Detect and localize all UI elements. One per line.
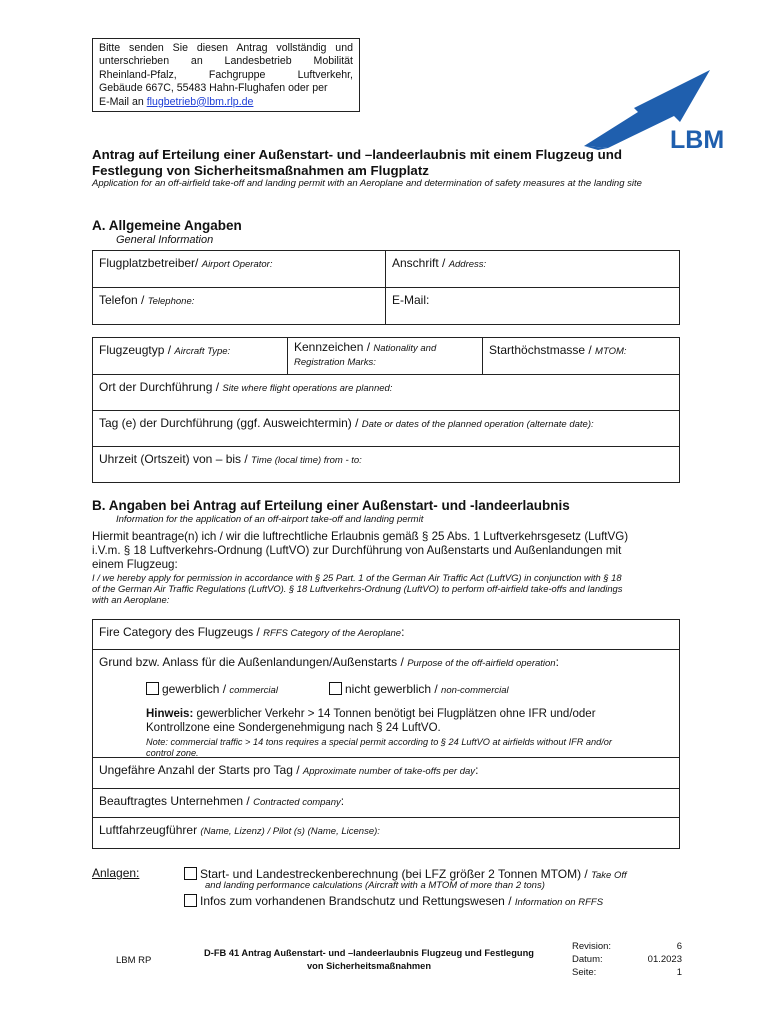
attachment-item-rffs[interactable]: Infos zum vorhandenen Brandschutz und Rettungswesen / Information on RFFS bbox=[184, 892, 603, 910]
rffs-checkbox[interactable] bbox=[184, 894, 197, 907]
attachment-item-performance[interactable]: Start- und Landestreckenberechnung (bei LFZ größer 2 Tonnen MTOM) / Take Off bbox=[184, 865, 684, 883]
attachments-label: Anlagen: bbox=[92, 866, 140, 880]
address-line: Rheinland-Pfalz, Fachgruppe Luftverkehr, bbox=[99, 68, 353, 81]
operator-field[interactable]: Flugplatzbetreiber/ Airport Operator: bbox=[92, 250, 386, 288]
contracted-company-field[interactable]: Beauftragtes Unternehmen / Contracted company: bbox=[92, 788, 680, 818]
title-line-1: Antrag auf Erteilung einer Außenstart- und –landeerlaubnis mit einem Flugzeug und bbox=[92, 147, 622, 162]
address-field[interactable]: Anschrift / Address: bbox=[385, 250, 680, 288]
date-value: 01.2023 bbox=[647, 954, 682, 965]
hint-english: Note: commercial traffic > 14 tons requires a special permit according to § 24 LuftVO at airfields without IFR and/or control zone. bbox=[146, 737, 612, 758]
logo-text: LBM bbox=[670, 126, 725, 154]
para-line: i.V.m. § 18 Luftverkehrs-Ordnung (LuftVO) zur Durchführung von Außenstarts und Außenlandungen mit bbox=[92, 544, 622, 557]
address-line: Bitte senden Sie diesen Antrag vollständig und bbox=[99, 42, 353, 54]
para-en-line: with an Aeroplane: bbox=[92, 594, 170, 605]
pilot-field[interactable]: Luftfahrzeugführer (Name, Lizenz) / Pilot (s) (Name, License): bbox=[92, 817, 680, 849]
section-b-sub: Information for the application of an off-airport take-off and landing permit bbox=[116, 514, 424, 525]
phone-field[interactable]: Telefon / Telephone: bbox=[92, 287, 386, 325]
purpose-field: Grund bzw. Anlass für die Außenlandungen/Außenstarts / Purpose of the off-airfield operation: gewerblich / commercial nicht gewerblich / non-commercial Hinweis: gewerblicher Verkehr > 14 Tonnen benötigt bei Flugplätzen ohne IFR und/oder Kontrollzone eine Sondergenehmigung nach § 24 LuftVO. Note: commercial traffic > 14 tons requires a special permit according to § 24 LuftVO at airfields without IFR and/or control zone. bbox=[92, 649, 680, 758]
section-b-heading: B. Angaben bei Antrag auf Erteilung einer Außenstart- und -landeerlaubnis bbox=[92, 498, 570, 513]
page-label: Seite: bbox=[572, 967, 597, 978]
aircraft-type-field[interactable]: Flugzeugtyp / Aircraft Type: bbox=[92, 337, 288, 375]
section-a-heading: A. Allgemeine Angaben bbox=[92, 218, 242, 233]
address-line: Gebäude 667C, 55483 Hahn-Flughafen oder per bbox=[99, 82, 328, 95]
revision-value: 6 bbox=[676, 941, 682, 952]
date-label: Datum: bbox=[572, 954, 603, 965]
section-a-sub: General Information bbox=[116, 234, 214, 246]
para-en-line: of the German Air Traffic Regulations (LuftVO). § 18 Luftverkehrs-Ordnung (LuftVO) to perform off-airfield take-offs and landings bbox=[92, 583, 623, 594]
site-field[interactable]: Ort der Durchführung / Site where flight operations are planned: bbox=[92, 374, 680, 411]
para-en-line: I / we hereby apply for permission in accordance with § 25 Part. 1 of the German Air Traffic Act (LuftVG) in conjunction with § 18 bbox=[92, 572, 622, 583]
mtom-field[interactable]: Starthöchstmasse / MTOM: bbox=[482, 337, 680, 375]
footer-org: LBM RP bbox=[116, 955, 152, 966]
para-line: einem Flugzeug: bbox=[92, 558, 178, 571]
fire-category-field[interactable]: Fire Category des Flugzeugs / RFFS Category of the Aeroplane: bbox=[92, 619, 680, 650]
takeoffs-per-day-field[interactable]: Ungefähre Anzahl der Starts pro Tag / Approximate number of take-offs per day: bbox=[92, 757, 680, 789]
application-paragraph-english bbox=[92, 572, 682, 605]
revision-label: Revision: bbox=[572, 941, 612, 952]
application-paragraph bbox=[92, 530, 682, 572]
commercial-checkbox[interactable] bbox=[146, 682, 159, 695]
email-link[interactable]: flugbetrieb@lbm.rlp.de bbox=[146, 95, 254, 108]
attachment-item-performance-english: and landing performance calculations (Aircraft with a MTOM of more than 2 tons) bbox=[205, 880, 545, 891]
noncommercial-checkbox[interactable] bbox=[329, 682, 342, 695]
registration-field[interactable]: Kennzeichen / Nationality and Registration Marks: bbox=[287, 337, 483, 375]
commercial-option[interactable]: gewerblich / commercial bbox=[146, 680, 278, 698]
lbm-logo bbox=[578, 62, 738, 154]
performance-checkbox[interactable] bbox=[184, 867, 197, 880]
address-box bbox=[92, 38, 360, 112]
purpose-label: Grund bzw. Anlass für die Außenlandungen/Außenstarts / bbox=[99, 655, 408, 669]
para-line: Hiermit beantrage(n) ich / wir die luftrechtliche Erlaubnis gemäß § 25 Abs. 1 Luftverkehrsgesetz (LuftVG) bbox=[92, 530, 629, 543]
date-field[interactable]: Tag (e) der Durchführung (ggf. Ausweichtermin) / Date or dates of the planned operation (alternate date): bbox=[92, 410, 680, 447]
footer-meta bbox=[572, 940, 682, 979]
hint-text: Hinweis: gewerblicher Verkehr > 14 Tonnen benötigt bei Flugplätzen ohne IFR und/oder Kontrollzone eine Sondergenehmigung nach § 24 LuftVO. bbox=[146, 708, 596, 734]
time-field[interactable]: Uhrzeit (Ortszeit) von – bis / Time (local time) from - to: bbox=[92, 446, 680, 483]
email-field[interactable]: E-Mail: bbox=[385, 287, 680, 325]
address-line: E-Mail an flugbetrieb@lbm.rlp.de bbox=[99, 95, 254, 108]
title-english: Application for an off-airfield take-off and landing permit with an Aeroplane and determination of safety measures at the landing site bbox=[92, 178, 642, 189]
address-line: unterschrieben an Landesbetrieb Mobilität bbox=[99, 55, 353, 68]
title-line-2: Festlegung von Sicherheitsmaßnahmen am Flugplatz bbox=[92, 163, 429, 178]
page-value: 1 bbox=[676, 967, 682, 978]
footer-doc-title: D-FB 41 Antrag Außenstart- und –landeerlaubnis Flugzeug und Festlegung von Sicherheitsmaßnahmen bbox=[204, 948, 534, 971]
page-title bbox=[92, 147, 712, 179]
noncommercial-option[interactable]: nicht gewerblich / non-commercial bbox=[329, 680, 509, 698]
